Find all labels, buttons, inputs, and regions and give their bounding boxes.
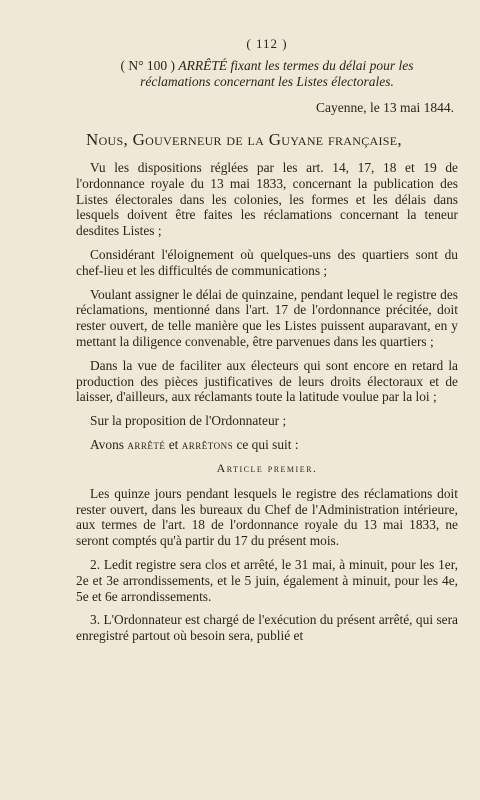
paragraph-vu: Vu les dispositions réglées par les art. 14, 17, 18 et 19 de l'ordonnance royale du 13 mai 1833, concernant la publication des Listes électorales dans les colonies, les formes et les délais dans lesquels doivent être faites les réclamations concernant la teneur desdites Listes ; (76, 160, 458, 239)
enacting-clause: Avons arrêté et arrêtons ce qui suit : (90, 436, 299, 452)
dateline: Cayenne, le 13 mai 1844. (316, 100, 454, 115)
paragraph-voulant: Voulant assigner le délai de quinzaine, pendant lequel le registre des réclamations, mentionné dans l'art. 17 de l'ordonnance précitée, doit rester ouvert, de telle manière que les Listes puissent auparavant, en y mettant la diligence convenable, être parvenues dans les quartiers ; (76, 286, 458, 349)
title-line-2: réclamations concernant les Listes électorales. (140, 74, 394, 89)
article-2: 2. Ledit registre sera clos et arrêté, le 31 mai, à minuit, pour les 1er, 2e et 3e arrondissements, et le 5 juin, également à minuit, pour les 4e, 5e et 6e arrondissements. (76, 556, 458, 604)
title-line-1: ARRÊTÉ fixant les termes du délai pour les (178, 58, 414, 73)
paragraph-proposition: Sur la proposition de l'Ordonnateur ; (90, 413, 287, 429)
page-number: ( 112 ) (246, 36, 288, 51)
article-3: 3. L'Ordonnateur est chargé de l'exécution du présent arrêté, qui sera enregistré partout où besoin sera, publié et (76, 612, 458, 644)
article-1: Les quinze jours pendant lesquels le registre des réclamations doit rester ouvert, dans les bureaux du Chef de l'Administration intérieure, aux termes de l'art. 18 de l'ordonnance royale du 13 mai 1833, ne seront comptés qu'à partir du 17 du présent mois. (76, 485, 458, 549)
document-title (76, 58, 458, 90)
title-number: ( N° 100 ) (120, 58, 176, 73)
paragraph-considerant: Considérant l'éloignement où quelques-uns des quartiers sont du chef-lieu et les difficultés de communications ; (76, 246, 458, 278)
article-heading: Article premier. (216, 460, 318, 475)
paragraph-dans-la-vue: Dans la vue de faciliter aux électeurs qui sont encore en retard la production des pièces justificatives de leurs droits électoraux et de laisser, d'ailleurs, aux réclamants toute la latitude voulue par la loi ; (76, 357, 458, 405)
preamble-heading: Nous, Gouverneur de la Guyane française, (86, 130, 402, 149)
